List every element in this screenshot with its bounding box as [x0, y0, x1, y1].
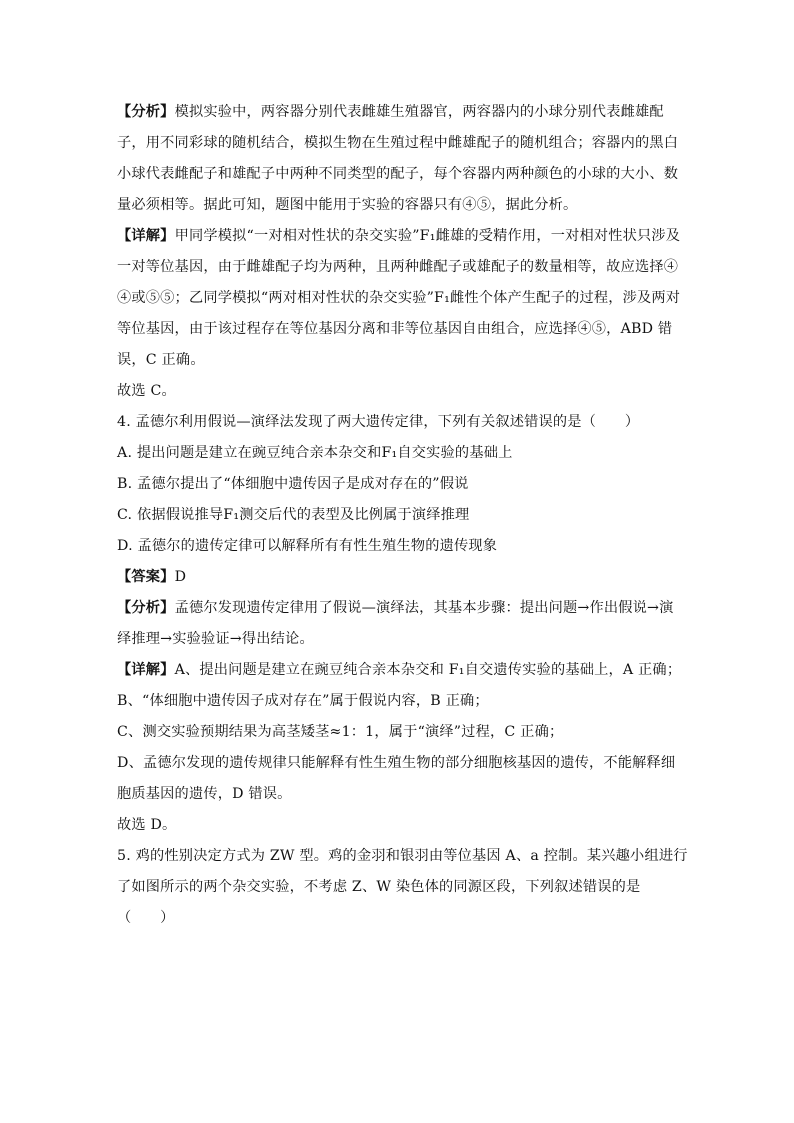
line-text: ④或⑤⑤；乙同学模拟“两对相对性状的杂交实验”F₁雌性个体产生配子的过程，涉及两对 — [117, 290, 681, 306]
text-line — [117, 376, 677, 407]
line-text: C. 依据假说推导F₁测交后代的表型及比例属于演绎推理 — [117, 507, 470, 523]
line-text: B、“体细胞中遗传因子成对存在”属于假说内容，B 正确； — [117, 693, 489, 709]
line-text: 了如图所示的两个杂交实验，不考虑 Z、W 染色体的同源区段，下列叙述错误的是 — [117, 879, 641, 895]
text-line — [117, 345, 677, 376]
line-text: 等位基因，由于该过程存在等位基因分离和非等位基因自由组合，应选择④⑤，ABD 错 — [117, 321, 673, 337]
section-label: 【详解】 — [117, 662, 175, 678]
text-line — [117, 283, 681, 314]
line-text: D、孟德尔发现的遗传规律只能解释有性生殖生物的部分细胞核基因的遗传，不能解释细 — [117, 755, 676, 771]
text-line — [117, 252, 677, 283]
line-text: 甲同学模拟“一对相对性状的杂交实验”F₁雌雄的受精作用，一对相对性状只涉及 — [174, 228, 681, 244]
line-text: A. 提出问题是建立在豌豆纯合亲本杂交和F₁自交实验的基础上 — [117, 445, 513, 461]
line-text: 故选 D。 — [117, 817, 177, 833]
line-text: 胞质基因的遗传，D 错误。 — [117, 786, 292, 802]
line-text: 故选 C。 — [117, 383, 176, 399]
text-line — [117, 624, 677, 655]
line-text: B. 孟德尔提出了“体细胞中遗传因子是成对存在的”假说 — [117, 476, 469, 492]
line-text: 一对等位基因，由于雌雄配子均为两种，且两种雌配子或雄配子的数量相等，故应选择④ — [117, 259, 679, 275]
section-label: 【详解】 — [117, 228, 175, 244]
text-line — [117, 190, 677, 221]
line-text: 子，用不同彩球的随机结合，模拟生物在生殖过程中雌雄配子的随机组合；容器内的黑白 — [117, 135, 679, 151]
text-line — [117, 562, 677, 593]
text-line — [117, 872, 677, 903]
text-line — [117, 97, 677, 128]
text-line — [117, 841, 688, 872]
line-text: 绎推理→实验验证→得出结论。 — [117, 631, 314, 647]
text-line — [117, 531, 677, 562]
text-line — [117, 438, 677, 469]
line-text: 5. 鸡的性别决定方式为 ZW 型。鸡的金羽和银羽由等位基因 A、a 控制。某兴趣小组进行 — [117, 848, 688, 864]
line-text: 误，C 正确。 — [117, 352, 205, 368]
text-line — [117, 500, 677, 531]
text-line — [117, 686, 677, 717]
text-line — [117, 810, 677, 841]
text-line — [117, 593, 677, 624]
section-label: 【分析】 — [117, 104, 175, 120]
text-line — [117, 717, 677, 748]
text-line — [117, 655, 682, 686]
line-text: 孟德尔发现遗传定律用了假说—演绎法，其基本步骤：提出问题→作出假说→演 — [174, 600, 674, 616]
section-label: 【答案】 — [117, 569, 175, 585]
line-text: 模拟实验中，两容器分别代表雌雄生殖器官，两容器内的小球分别代表雌雄配 — [174, 104, 664, 120]
line-text: D — [174, 569, 187, 585]
line-text: A、提出问题是建立在豌豆纯合亲本杂交和 F₁自交遗传实验的基础上，A 正确； — [174, 662, 682, 678]
document-body — [117, 97, 688, 934]
text-line — [117, 221, 681, 252]
section-label: 【分析】 — [117, 600, 175, 616]
text-line — [117, 469, 677, 500]
line-text: C、测交实验预期结果为高茎矮茎≈1：1，属于“演绎”过程，C 正确； — [117, 724, 564, 740]
text-line — [117, 903, 677, 934]
text-line — [117, 314, 677, 345]
text-line — [117, 748, 677, 779]
line-text: （ ） — [117, 910, 175, 926]
text-line — [117, 159, 677, 190]
text-line — [117, 779, 677, 810]
line-text: 量必须相等。据此可知，题图中能用于实验的容器只有④⑤，据此分析。 — [117, 197, 578, 213]
line-text: 4. 孟德尔利用假说—演绎法发现了两大遗传定律，下列有关叙述错误的是（ ） — [117, 414, 640, 430]
text-line — [117, 407, 677, 438]
text-line — [117, 128, 677, 159]
line-text: 小球代表雌配子和雄配子中两种不同类型的配子，每个容器内两种颜色的小球的大小、数 — [117, 166, 679, 182]
line-text: D. 孟德尔的遗传定律可以解释所有有性生殖生物的遗传现象 — [117, 538, 498, 554]
